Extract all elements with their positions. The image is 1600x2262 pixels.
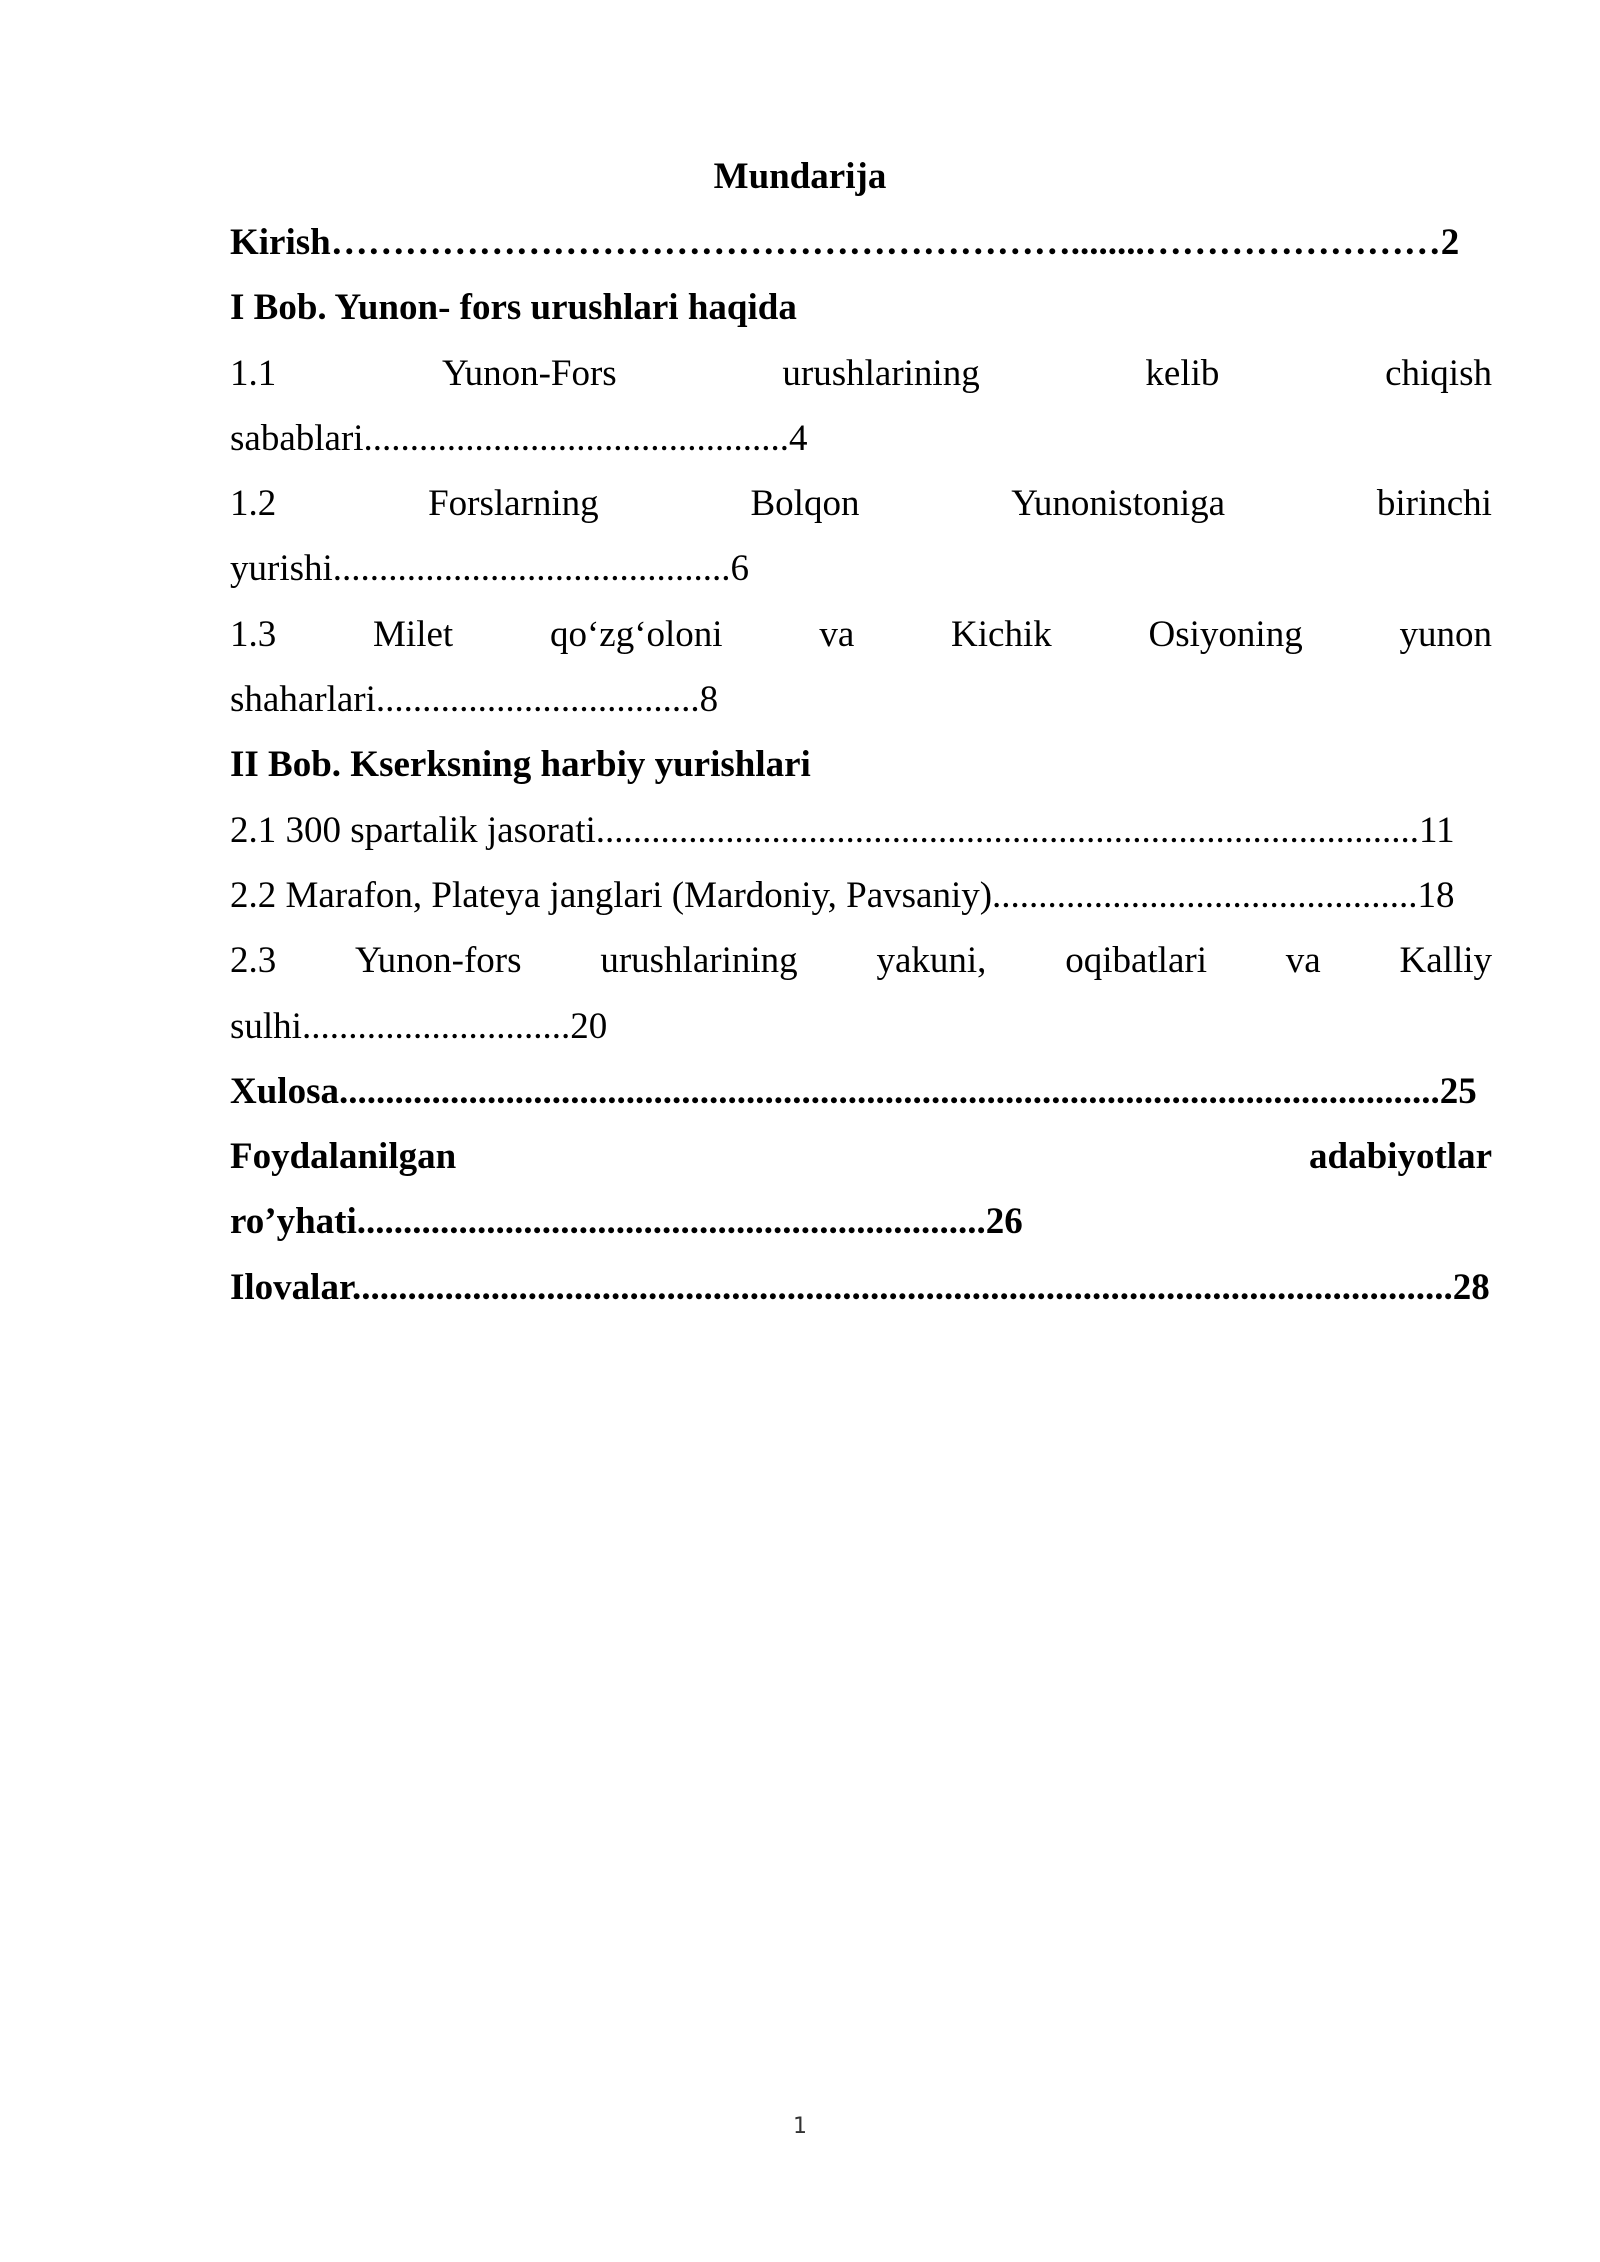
toc-chapter-2-heading: II Bob. Kserksning harbiy yurishlari <box>230 744 811 786</box>
toc-word: Forslarning <box>428 483 599 525</box>
toc-word: va <box>1285 940 1321 982</box>
toc-word: Kichik <box>951 613 1052 655</box>
toc-entry-ilovalar: Ilovalar.......................................................................................................................28 <box>230 1266 1490 1308</box>
toc-entry-2-1: 2.1 300 spartalik jasorati.........................................................................................11 <box>230 809 1455 851</box>
toc-entry-1-2 <box>230 471 1492 536</box>
toc-entry-2-2: 2.2 Marafon, Plateya janglari (Mardoniy, Pavsaniy)..............................................18 <box>230 874 1455 916</box>
toc-entry-1-3-continuation: shaharlari...................................8 <box>230 679 719 721</box>
toc-word: Foydalanilgan <box>230 1136 457 1178</box>
toc-word: 1.1 <box>230 352 277 394</box>
toc-entry-1-3 <box>230 602 1492 667</box>
toc-word: 1.2 <box>230 483 277 525</box>
toc-entry-2-3 <box>230 928 1492 993</box>
toc-word: Milet <box>373 613 454 655</box>
toc-entry-kirish: Kirish……………………………………………………........……………………2 <box>230 222 1460 263</box>
table-of-contents <box>230 210 1492 1320</box>
toc-word: qo‘zg‘oloni <box>549 613 723 655</box>
toc-chapter-1-heading: I Bob. Yunon- fors urushlari haqida <box>230 287 797 329</box>
toc-word: urushlarining <box>782 352 980 394</box>
toc-word: 1.3 <box>230 613 277 655</box>
toc-word: Osiyoning <box>1148 613 1303 655</box>
toc-word: birinchi <box>1376 483 1492 525</box>
toc-word: kelib <box>1145 352 1220 394</box>
toc-word: oqibatlari <box>1065 940 1207 982</box>
toc-word: va <box>819 613 855 655</box>
toc-word: Yunon-Fors <box>441 352 617 394</box>
toc-word: Bolqon <box>750 483 860 525</box>
toc-word: yakuni, <box>876 940 987 982</box>
toc-entry-xulosa: Xulosa.......................................................................................................................25 <box>230 1070 1477 1112</box>
toc-word: Kalliy <box>1399 940 1492 982</box>
toc-word: chiqish <box>1385 352 1492 394</box>
toc-word: 2.3 <box>230 940 277 982</box>
toc-word: Yunon-fors <box>355 940 522 982</box>
toc-entry-1-2-continuation: yurishi...........................................6 <box>230 548 750 590</box>
toc-entry-references <box>230 1124 1492 1189</box>
toc-entry-1-1 <box>230 341 1492 406</box>
toc-word: Yunonistoniga <box>1011 483 1226 525</box>
toc-entry-1-1-continuation: sabablari..............................................4 <box>230 417 808 459</box>
toc-entry-2-3-continuation: sulhi.............................20 <box>230 1005 608 1047</box>
toc-entry-references-continuation: ro’yhati....................................................................26 <box>230 1201 1023 1243</box>
toc-word: adabiyotlar <box>1309 1136 1492 1178</box>
toc-word: urushlarining <box>600 940 798 982</box>
page-title: Mundarija <box>713 156 887 197</box>
page-number: 1 <box>793 2114 807 2139</box>
toc-word: yunon <box>1399 613 1492 655</box>
